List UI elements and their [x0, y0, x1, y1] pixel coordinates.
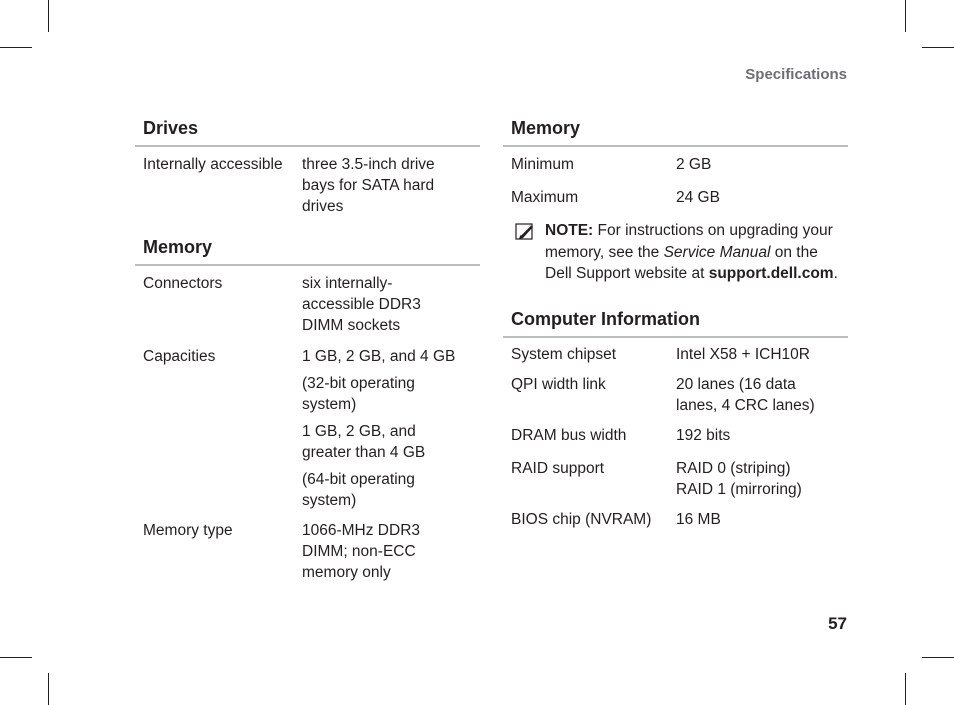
- note-manual-title: Service Manual: [663, 243, 771, 261]
- crop-mark: [0, 657, 32, 658]
- spec-value-line: (32-bit operating system): [302, 375, 415, 413]
- spec-value-line: 1 GB, 2 GB, and greater than 4 GB: [302, 423, 426, 461]
- crop-mark: [0, 47, 32, 48]
- section-title-memory: Memory: [503, 112, 848, 147]
- spec-label: Memory type: [143, 522, 233, 539]
- spec-label: BIOS chip (NVRAM): [511, 510, 652, 528]
- spec-label: Internally accessible: [143, 156, 283, 173]
- spec-row: [503, 374, 848, 416]
- right-column: [503, 112, 848, 538]
- spec-value: three 3.5-inch drive bays for SATA hard drives: [302, 156, 435, 215]
- spec-row: [135, 520, 480, 583]
- spec-label: Connectors: [143, 275, 223, 292]
- support-link[interactable]: support.dell.com: [708, 265, 834, 282]
- spec-row: [503, 425, 848, 446]
- spec-value: 16 MB: [676, 510, 721, 528]
- spec-row: [135, 273, 480, 336]
- spec-value: 20 lanes (16 data lanes, 4 CRC lanes): [676, 375, 815, 414]
- note-prefix: NOTE:: [545, 222, 594, 239]
- spec-value: 192 bits: [676, 426, 731, 444]
- crop-mark: [905, 0, 906, 32]
- crop-mark: [48, 0, 49, 32]
- spec-label: System chipset: [511, 345, 617, 363]
- spec-label: Maximum: [511, 189, 579, 206]
- spec-row: [503, 187, 848, 208]
- spec-value: 1066-MHz DDR3 DIMM; non-ECC memory only: [302, 522, 421, 581]
- spec-row: [503, 154, 848, 175]
- crop-mark: [48, 673, 49, 705]
- spec-value-line: (64-bit operating system): [302, 471, 415, 509]
- spec-row: [135, 346, 480, 511]
- spec-row: [503, 344, 848, 365]
- page-number: 57: [828, 614, 847, 633]
- pencil-note-icon: [503, 220, 545, 285]
- spec-value: six internally-accessible DDR3 DIMM sockets: [302, 275, 421, 334]
- spec-label: DRAM bus width: [511, 426, 627, 444]
- spec-row: [503, 509, 848, 530]
- spec-value: 24 GB: [676, 189, 720, 206]
- spec-value-line: RAID 0 (striping): [676, 459, 791, 477]
- spec-label: Minimum: [511, 156, 574, 173]
- spec-value-line: RAID 1 (mirroring): [676, 480, 802, 498]
- note-text-part: on the Dell Support website at: [545, 243, 818, 282]
- spec-label: Capacities: [143, 348, 216, 365]
- section-title-memory: Memory: [135, 231, 480, 266]
- memory-section-right: [503, 112, 848, 285]
- running-head: Specifications: [745, 66, 847, 83]
- note-text: [545, 220, 848, 285]
- drives-section: [135, 112, 480, 217]
- spec-row: [503, 458, 848, 500]
- note-text-part: For instructions on upgrading your memory, see the: [545, 222, 833, 261]
- computer-info-section: [503, 303, 848, 530]
- spec-value: Intel X58 + ICH10R: [676, 345, 810, 363]
- crop-mark: [905, 673, 906, 705]
- crop-mark: [922, 47, 954, 48]
- note-text-part: .: [833, 265, 838, 282]
- spec-row: [135, 154, 480, 217]
- memory-section-left: [135, 231, 480, 583]
- crop-mark: [922, 657, 954, 658]
- note-block: [503, 220, 848, 285]
- spec-label: QPI width link: [511, 375, 606, 393]
- spec-value-line: 1 GB, 2 GB, and 4 GB: [302, 348, 456, 365]
- section-title-computer-information: Computer Information: [503, 303, 848, 338]
- spec-value: [302, 346, 480, 511]
- spec-value: 2 GB: [676, 156, 712, 173]
- spec-value: [676, 458, 848, 500]
- section-title-drives: Drives: [135, 112, 480, 147]
- left-column: [135, 112, 480, 591]
- spec-label: RAID support: [511, 459, 605, 477]
